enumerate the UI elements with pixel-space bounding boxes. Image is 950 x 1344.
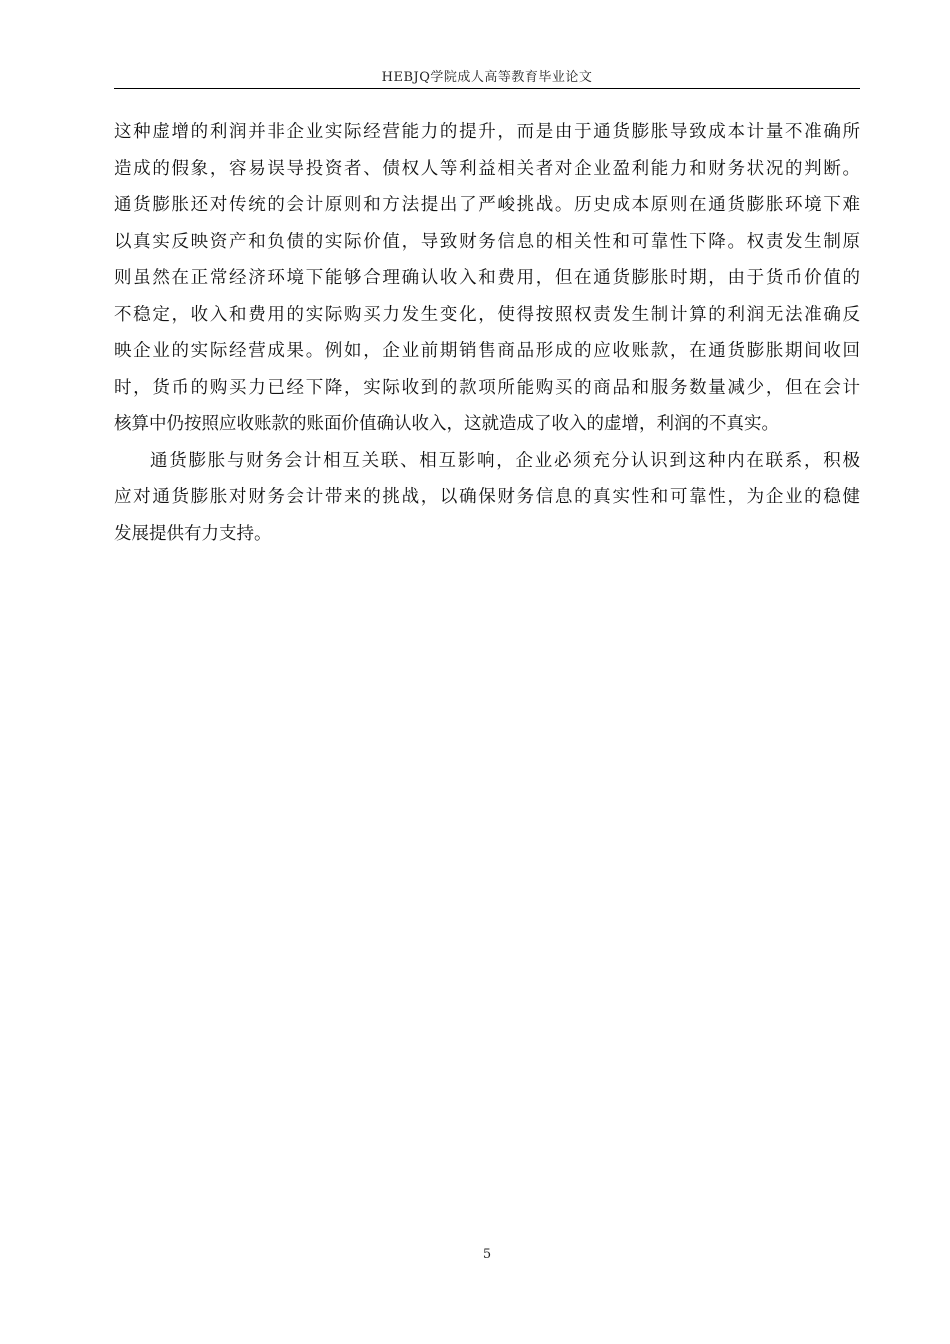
text-line: 核算中仍按照应收账款的账面价值确认收入，这就造成了收入的虚增，利润的不真实。: [114, 414, 779, 434]
page-number: 5: [482, 1247, 492, 1262]
text-line: 以真实反映资产和负债的实际价值，导致财务信息的相关性和可靠性下降。权责发生制原: [114, 231, 860, 252]
body-text: [114, 114, 860, 552]
page-header-title: HEBJQ学院成人高等教育毕业论文: [381, 70, 593, 85]
paragraph-2: [114, 443, 860, 553]
text-line: 则虽然在正常经济环境下能够合理确认收入和费用，但在通货膨胀时期，由于货币价值的: [114, 268, 860, 288]
text-line: 这种虚增的利润并非企业实际经营能力的提升，而是由于通货膨胀导致成本计量不准确所: [114, 122, 860, 142]
text-line: 应对通货膨胀对财务会计带来的挑战，以确保财务信息的真实性和可靠性，为企业的稳健: [114, 487, 860, 507]
text-line: 不稳定，收入和费用的实际购买力发生变化，使得按照权责发生制计算的利润无法准确反: [114, 304, 860, 325]
text-line: 造成的假象，容易误导投资者、债权人等利益相关者对企业盈利能力和财务状况的判断。: [114, 158, 860, 179]
text-line: 映企业的实际经营成果。例如，企业前期销售商品形成的应收账款，在通货膨胀期间收回: [114, 341, 860, 361]
text-line: 通货膨胀与财务会计相互关联、相互影响，企业必须充分认识到这种内在联系，积极: [150, 450, 860, 471]
text-line: 通货膨胀还对传统的会计原则和方法提出了严峻挑战。历史成本原则在通货膨胀环境下难: [114, 195, 860, 215]
header-divider: [114, 88, 860, 89]
text-line: 时，货币的购买力已经下降，实际收到的款项所能购买的商品和服务数量减少，但在会计: [114, 377, 860, 398]
paragraph-1: [114, 114, 860, 443]
text-line: 发展提供有力支持。: [114, 523, 272, 544]
